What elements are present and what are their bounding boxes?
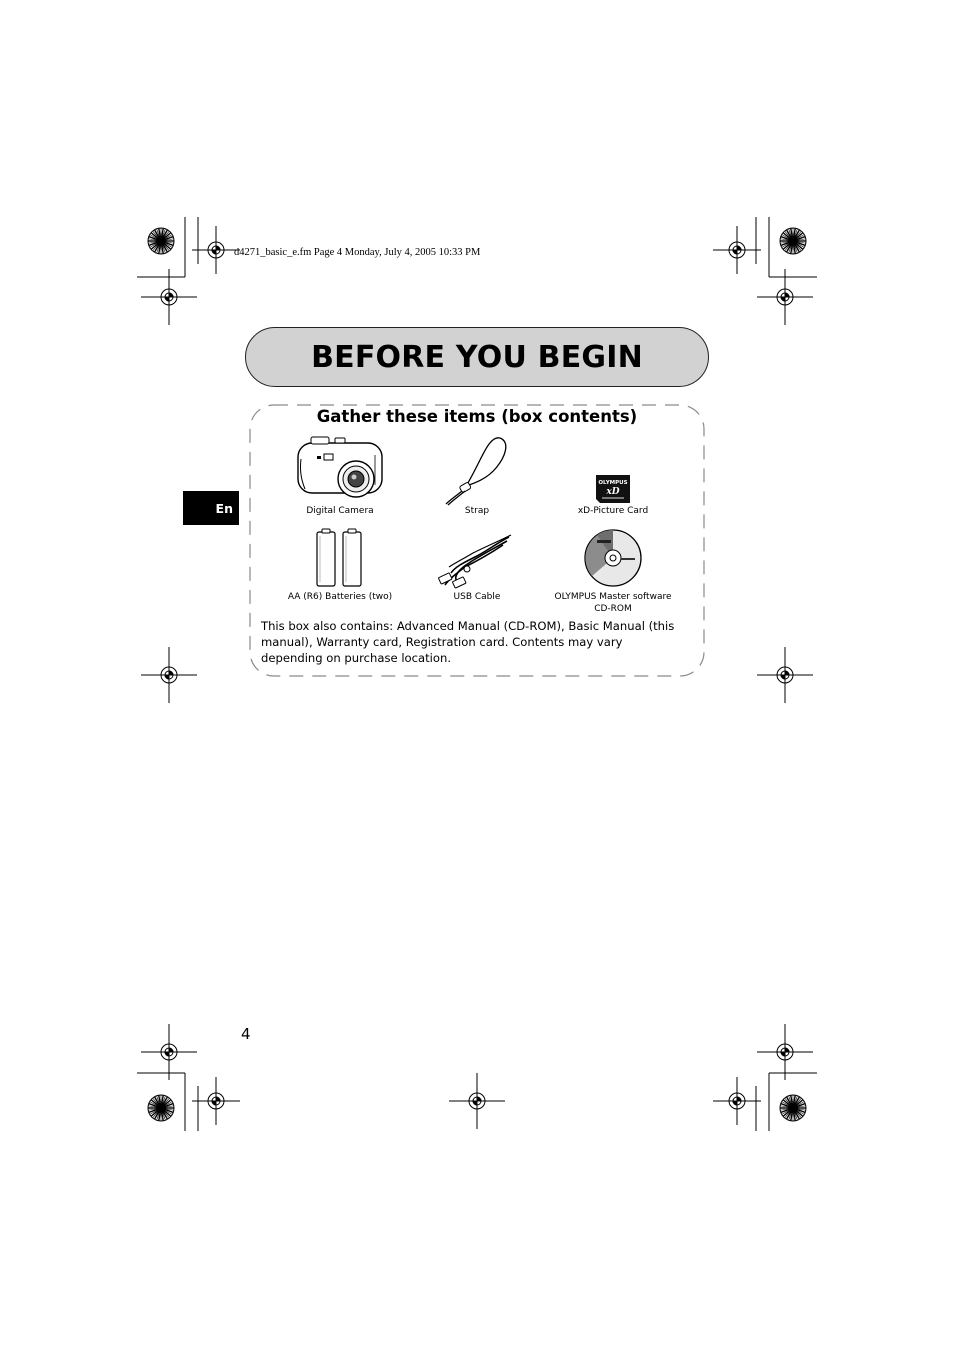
card-logo-text: xD: [606, 487, 620, 497]
title-banner: [245, 327, 709, 387]
language-tab: [183, 491, 239, 525]
print-header-text: d4271_basic_e.fm Page 4 Monday, July 4, 2005 10:33 PM: [234, 247, 481, 258]
registration-target-icon: [757, 1024, 813, 1080]
language-tab-label: En: [215, 500, 233, 516]
cd-rom-icon: [583, 528, 643, 588]
memory-card-icon: [596, 475, 630, 503]
starburst-mark-icon: [148, 228, 174, 254]
box-contents-note: This box also contains: Advanced Manual (CD-ROM), Basic Manual (this manual), Warranty card, Registration card. Contents may vary depending on purchase location.: [261, 619, 675, 665]
registration-target-icon: [192, 226, 240, 274]
registration-target-icon: [713, 226, 761, 274]
registration-target-icon: [141, 647, 197, 703]
registration-target-icon: [449, 1073, 505, 1129]
item-label-cd-rom-line: CD-ROM: [594, 604, 632, 614]
registration-target-icon: [192, 1077, 240, 1125]
item-label-camera: Digital Camera: [306, 506, 374, 516]
page-number: 4: [241, 1025, 251, 1043]
strap-icon: [442, 434, 512, 506]
item-label-xd-card: xD-Picture Card: [577, 506, 649, 516]
batteries-icon: [315, 528, 365, 588]
item-label-usb-cable: USB Cable: [453, 592, 501, 602]
page-title: BEFORE YOU BEGIN: [311, 339, 643, 375]
starburst-mark-icon: [780, 228, 806, 254]
card-brand-text: OLYMPUS: [598, 480, 628, 486]
starburst-mark-icon: [148, 1095, 174, 1121]
item-label-cd-rom-line: OLYMPUS Master software: [554, 592, 672, 602]
item-label-strap: Strap: [464, 506, 490, 516]
usb-cable-icon: [437, 533, 517, 589]
starburst-mark-icon: [780, 1095, 806, 1121]
registration-target-icon: [757, 647, 813, 703]
camera-icon: [295, 435, 387, 499]
registration-target-icon: [141, 1024, 197, 1080]
registration-target-icon: [713, 1077, 761, 1125]
item-label-cd-rom: [538, 591, 688, 615]
item-label-cd-rom-text: [538, 591, 688, 615]
item-label-batteries: AA (R6) Batteries (two): [287, 592, 393, 602]
box-contents-heading: Gather these items (box contents): [316, 407, 638, 426]
